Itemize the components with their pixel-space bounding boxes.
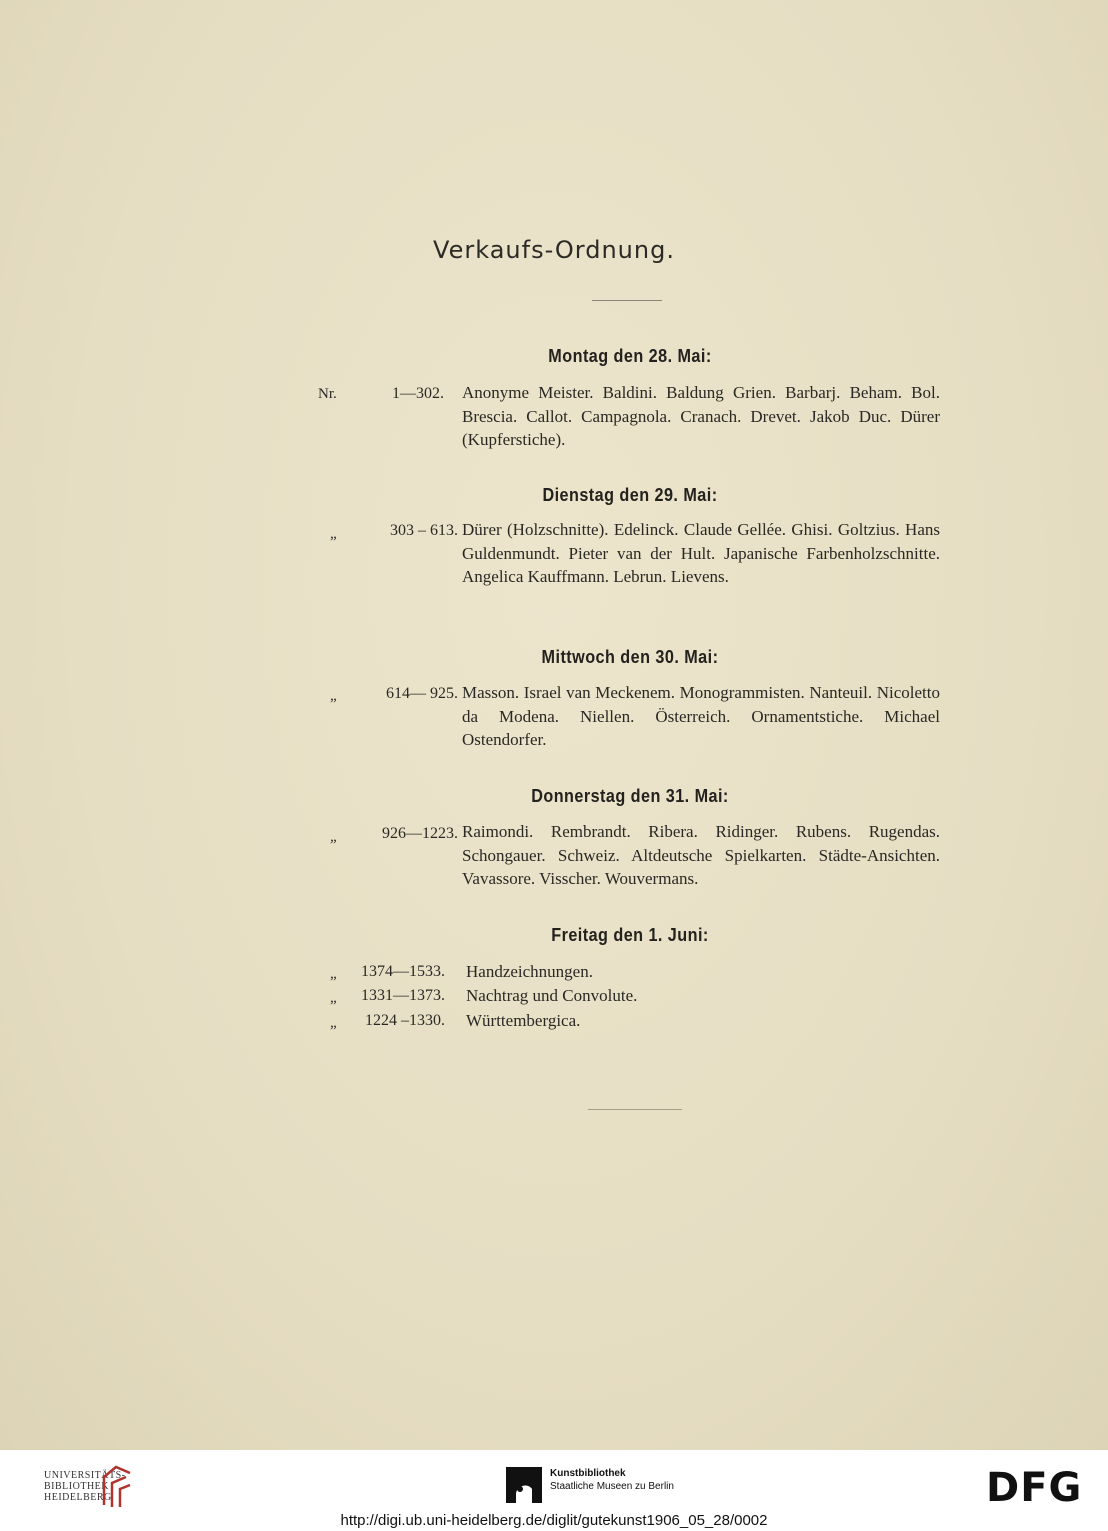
lot-description: Anonyme Meister. Baldini. Baldung Grien. Barbarj. Beham. Bol. Brescia. Callot. Campagnola. Cranach. Drevet. Jakob Duc. Dürer (Kupferstiche). <box>462 383 940 449</box>
day-heading-friday: Freitag den 1. Juni: <box>551 925 709 945</box>
library-line: BIBLIOTHEK <box>44 1481 109 1492</box>
day-heading-tuesday: Dienstag den 29. Mai: <box>542 485 718 505</box>
lot-description: Masson. Israel van Meckenem. Monogrammisten. Nanteuil. Nicoletto da Modena. Niellen. Österreich. Ornamentstiche. Michael Ostendorfer. <box>462 683 940 749</box>
dfg-logo: DFG <box>986 1465 1083 1511</box>
section-prefix: „ <box>330 688 337 704</box>
day-heading-wednesday: Mittwoch den 30. Mai: <box>541 647 719 667</box>
kunstbibliothek-label <box>550 1467 674 1493</box>
kunstbibliothek-name: Kunstbibliothek <box>550 1468 626 1479</box>
section-prefix: „ <box>330 829 337 845</box>
lot-range: 1—302. <box>392 385 444 402</box>
library-line: HEIDELBERG <box>44 1492 112 1503</box>
lot-range: 303 – 613. <box>390 522 458 539</box>
lot-description: Handzeichnungen. <box>466 962 593 981</box>
section-prefix: „ <box>330 1015 337 1031</box>
kunstbibliothek-logo-icon <box>506 1467 542 1503</box>
lot-description: Dürer (Holzschnitte). Edelinck. Claude Gellée. Ghisi. Goltzius. Hans Guldenmundt. Pieter van der Hult. Japanische Farbenholzschnitte. Angelica Kauffmann. Lebrun. Lievens. <box>462 520 940 586</box>
lot-range: 1224 –1330. <box>365 1012 445 1029</box>
day-heading-monday: Montag den 28. Mai: <box>548 346 712 366</box>
uni-heidelberg-logo-icon <box>100 1465 134 1509</box>
lot-range: 614— 925. <box>386 685 458 702</box>
lot-range: 1374—1533. <box>361 963 445 980</box>
source-url-link[interactable]: http://digi.ub.uni-heidelberg.de/diglit/gutekunst1906_05_28/0002 <box>340 1512 768 1529</box>
lot-description: Raimondi. Rembrandt. Ribera. Ridinger. Rubens. Rugendas. Schongauer. Schweiz. Altdeutsche Spielkarten. Städte-Ansichten. Vavassore. Visscher. Wouvermans. <box>462 822 940 888</box>
section-prefix: „ <box>330 990 337 1006</box>
kunstbibliothek-subtitle: Staatliche Museen zu Berlin <box>550 1481 674 1492</box>
lot-description: Nachtrag und Convolute. <box>466 986 638 1005</box>
lot-range: 1331—1373. <box>361 987 445 1004</box>
title-divider <box>592 300 662 301</box>
library-line: UNIVERSITÄTS- <box>44 1470 126 1481</box>
section-prefix: „ <box>330 526 337 542</box>
section-prefix: „ <box>330 966 337 982</box>
day-heading-thursday: Donnerstag den 31. Mai: <box>531 786 729 806</box>
lot-range: 926—1223. <box>382 825 458 842</box>
lot-description: Württembergica. <box>466 1011 581 1030</box>
closing-divider <box>588 1109 682 1110</box>
page-title: Verkaufs-Ordnung. <box>433 236 675 264</box>
viewer-footer <box>0 1450 1108 1531</box>
section-prefix: Nr. <box>318 386 337 402</box>
